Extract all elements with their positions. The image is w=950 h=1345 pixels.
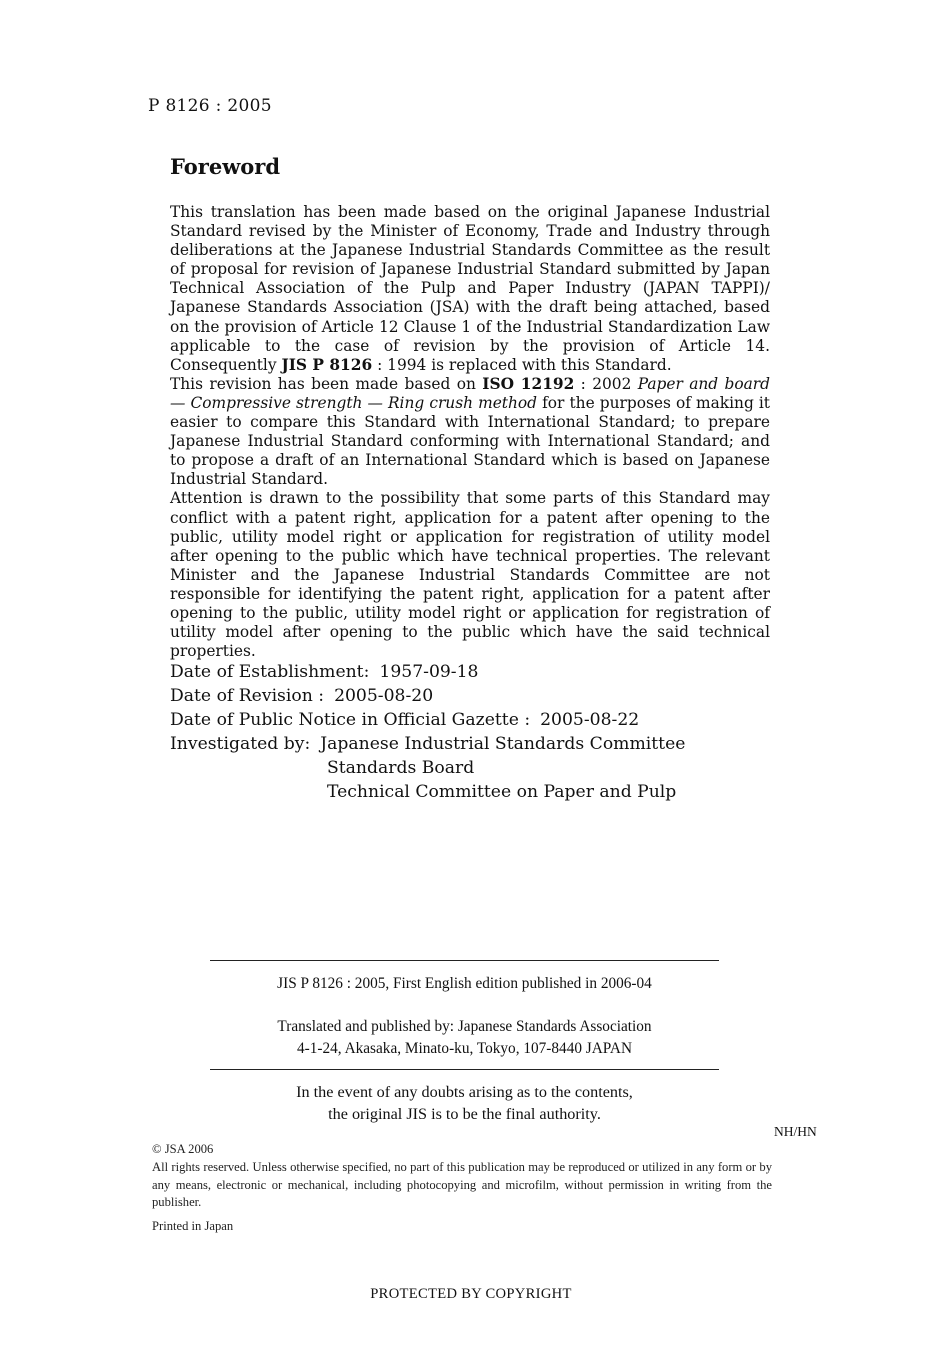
investigated-line: Technical Committee on Paper and Pulp bbox=[327, 782, 677, 802]
establishment-label: Date of Establishment: bbox=[170, 662, 370, 682]
paragraph-text: This translation has been made based on the original Japanese Industrial Standard revised by the Minister of Economy, Trade and Industry through deliberations at the Japanese Industrial Standards Committee as the result of proposal for revision of Japanese Industrial Standard submitted by Japan Technical Association of the Pulp and Paper Industry (JAPAN TAPPI)/ Japanese Standards Association (JSA) with the draft being attached, based on the provision of Article 12 Clause 1 of the Industrial Standardization Law applicable to the case of revision by the provision of Article 14. Consequently bbox=[170, 203, 770, 374]
publisher-line: Translated and published by: Japanese Standards Association bbox=[277, 1018, 652, 1035]
jis-reference: JIS P 8126 bbox=[281, 355, 373, 374]
gazette-value: 2005-08-22 bbox=[540, 710, 640, 730]
jis-reference-rest: : 1994 is replaced with this Standard. bbox=[372, 355, 672, 374]
divider-top bbox=[210, 960, 719, 961]
authority-line: the original JIS is to be the final authority. bbox=[328, 1105, 601, 1123]
copyright-line: © JSA 2006 bbox=[152, 1142, 214, 1156]
iso-reference: ISO 12192 bbox=[482, 374, 575, 393]
paragraph-revision-basis bbox=[170, 375, 770, 490]
establishment-value: 1957-09-18 bbox=[379, 662, 479, 682]
staff-code: NH/HN bbox=[774, 1124, 817, 1139]
paragraph-patent-notice: Attention is drawn to the possibility that some parts of this Standard may conflict with a patent right, application for a patent after opening to the public, utility model right or application for registration of utility model after opening to the public which have technical properties. The relevant Minister and the Japanese Industrial Standards Committee are not responsible for identifying the patent right, application for a patent after opening to the public, utility model right or application for registration of utility model after opening to the public which have the said technical properties. bbox=[170, 489, 770, 661]
investigated-row bbox=[170, 732, 685, 756]
address-line: 4-1-24, Akasaka, Minato-ku, Tokyo, 107-8440 JAPAN bbox=[296, 1040, 633, 1057]
revision-row bbox=[170, 684, 685, 708]
paragraph-rest: for the purposes of making it easier to compare this Standard with International Standard; to prepare Japanese Industrial Standard conforming with International Standard; and to propose a draft of an International Standard which is based on Japanese Industrial Standard. bbox=[170, 393, 770, 489]
iso-title: Paper and board — Compressive strength — Ring crush method bbox=[170, 374, 771, 412]
investigated-label: Investigated by: bbox=[170, 734, 311, 754]
establishment-row bbox=[170, 660, 685, 684]
printed-in: Printed in Japan bbox=[152, 1219, 234, 1234]
divider-bottom bbox=[210, 1069, 719, 1070]
revision-value: 2005-08-20 bbox=[334, 686, 434, 706]
foreword-heading: Foreword bbox=[170, 154, 281, 179]
gazette-label: Date of Public Notice in Official Gazette : bbox=[170, 710, 531, 730]
foreword-body bbox=[170, 203, 770, 661]
investigated-row bbox=[170, 780, 685, 804]
page-number: P 8126 : 2005 bbox=[148, 96, 272, 116]
dates-block bbox=[170, 660, 685, 804]
protected-footer: PROTECTED BY COPYRIGHT bbox=[370, 1286, 572, 1302]
gazette-row bbox=[170, 708, 685, 732]
investigated-row bbox=[170, 756, 685, 780]
paragraph-translation-basis bbox=[170, 203, 770, 375]
investigated-line: Standards Board bbox=[327, 758, 475, 778]
edition-line: JIS P 8126 : 2005, First English edition published in 2006-04 bbox=[277, 975, 652, 992]
iso-year: : 2002 bbox=[574, 374, 638, 393]
rights-notice: All rights reserved. Unless otherwise specified, no part of this publication may be reproduced or utilized in any form or by any means, electronic or mechanical, including photocopying and microfilm, without permission in writing from the publisher. bbox=[152, 1159, 772, 1210]
paragraph-intro: This revision has been made based on bbox=[170, 374, 483, 393]
revision-label: Date of Revision : bbox=[170, 686, 325, 706]
copyright-block bbox=[152, 1141, 772, 1236]
investigated-line: Japanese Industrial Standards Committee bbox=[320, 734, 686, 754]
authority-line: In the event of any doubts arising as to the contents, bbox=[296, 1083, 633, 1101]
